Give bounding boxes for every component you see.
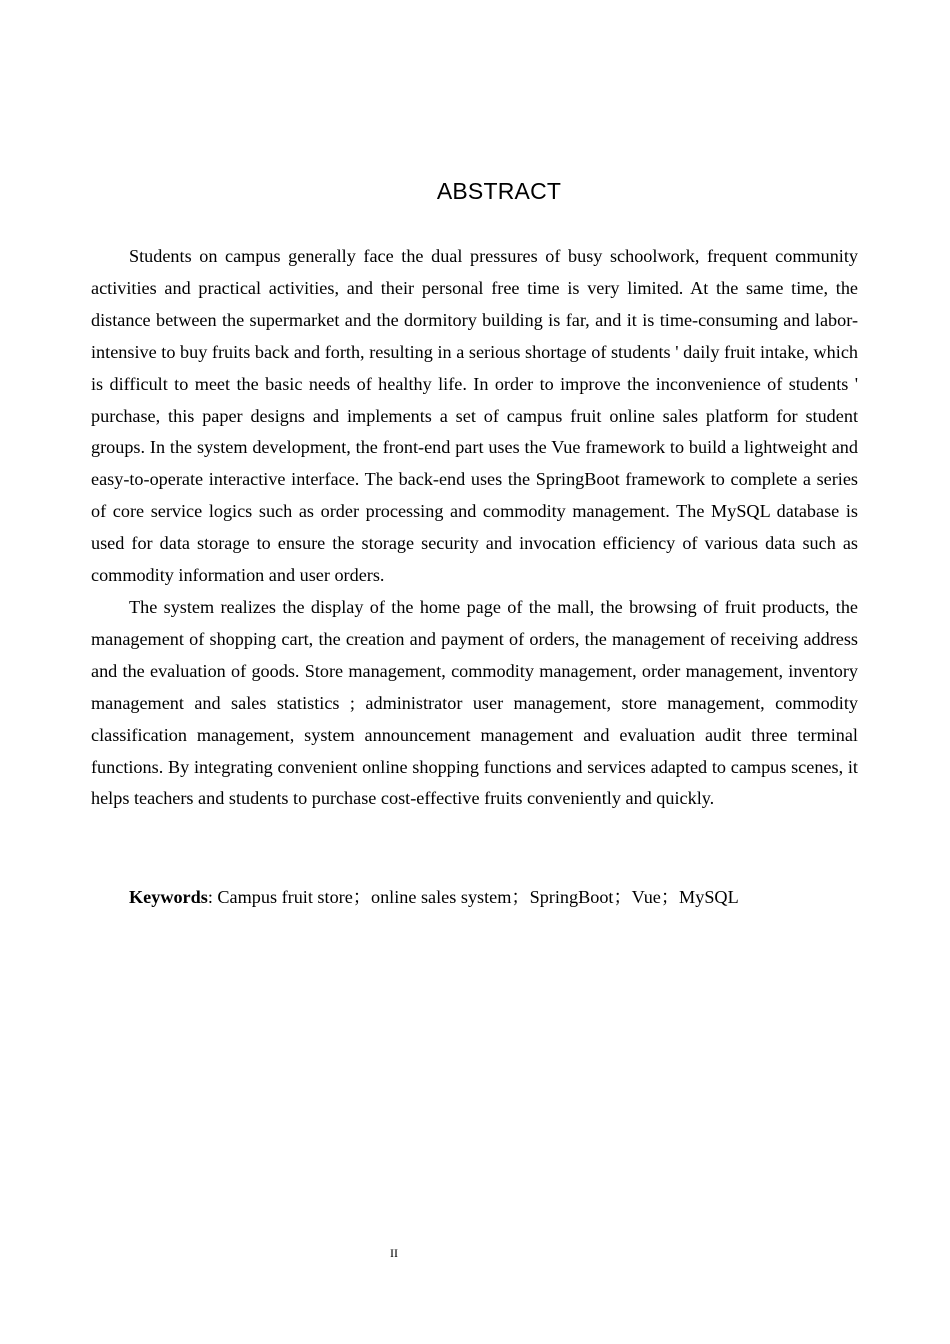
abstract-title: ABSTRACT — [436, 178, 562, 204]
keywords-label: Keywords — [129, 887, 208, 907]
keywords-list: : Campus fruit store；online sales system；SpringBoot；Vue；MySQL — [207, 887, 739, 907]
abstract-paragraph-1: Students on campus generally face the dual pressures of busy schoolwork, frequent community activities and practical activities, and their personal free time is very limited. At the same time, the distance between the supermarket and the dormitory building is far, and it is time-consuming and labor-intensive to buy fruits back and forth, resulting in a serious shortage of students ' daily fruit intake, which is difficult to meet the basic needs of healthy life. In order to improve the inconvenience of students ' purchase, this paper designs and implements a set of campus fruit online sales platform for student groups. In the system development, the front-end part uses the Vue framework to build a lightweight and easy-to-operate interactive interface. The back-end uses the SpringBoot framework to complete a series of core service logics such as order processing and commodity management. The MySQL database is used for data storage to ensure the storage security and invocation efficiency of various data such as commodity information and user orders. — [91, 246, 858, 586]
abstract-paragraph-2: The system realizes the display of the home page of the mall, the browsing of fruit products, the management of shopping cart, the creation and payment of orders, the management of receiving address and the evaluation of goods. Store management, commodity management, order management, inventory management and sales statistics ; administrator user management, store management, commodity classification management, system announcement management and evaluation audit three terminal functions. By integrating convenient online shopping functions and services adapted to campus scenes, it helps teachers and students to purchase cost-effective fruits conveniently and quickly. — [91, 596, 858, 809]
page-number: II — [390, 1246, 398, 1260]
keywords-line — [129, 881, 858, 913]
abstract-body — [91, 241, 858, 815]
